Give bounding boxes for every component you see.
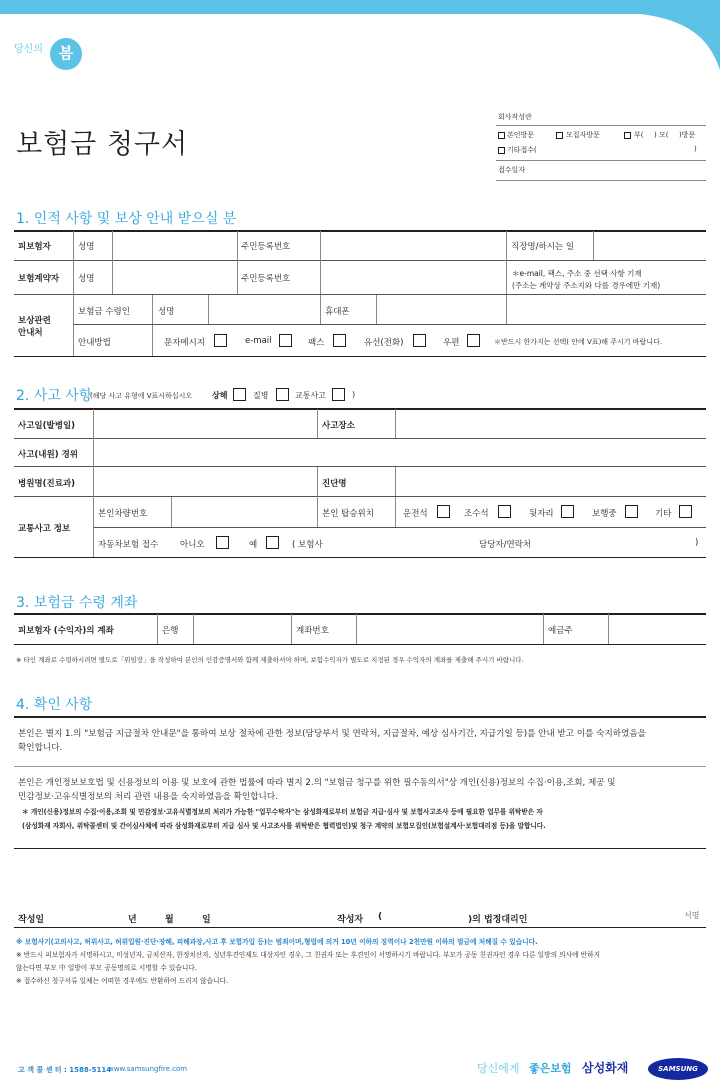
year-label: 년	[128, 915, 137, 925]
section3-title: 3. 보험금 수령 계좌	[16, 595, 138, 611]
return-note: ※ 접수하신 청구서류 일체는 어떠한 경우에도 반환하여 드리지 않습니다.	[16, 977, 229, 985]
day-label: 일	[202, 915, 211, 925]
signature-note-1: ※ 반드시 피보험자가 서명하시고, 미성년자, 금치산자, 한정치산자, 성년후견인제도 대상자인 경우, 그 친권자 또는 후견인이 서명하시기 바랍니다. 부모가 공동 친권자인 경우 다른 일방의 의사에 반하지	[16, 951, 601, 959]
insured-head: 피보험자	[18, 242, 51, 252]
depositor-input[interactable]	[609, 615, 704, 643]
account-holder-label: 피보험자 (수익자)의 계좌	[18, 626, 114, 636]
hospital-input[interactable]	[94, 468, 316, 495]
visit-self-label: 본인방문	[507, 131, 535, 139]
phone-method-label: 유선(전화)	[364, 338, 404, 348]
seat-driver-label: 운전석	[403, 509, 428, 519]
email-checkbox[interactable]	[279, 334, 292, 347]
sms-label: 문자메시지	[164, 338, 206, 348]
logo-prefix: 당신의	[14, 44, 43, 55]
insurance-yes-checkbox[interactable]	[266, 536, 279, 549]
writer-open: (	[378, 912, 383, 922]
writer-label: 작성자	[337, 915, 364, 925]
account-number-label: 계좌번호	[296, 626, 329, 636]
insured-name-input[interactable]	[113, 232, 236, 259]
page-title: 보험금 청구서	[16, 129, 189, 160]
call-center: 고 객 콜 센 터 : 1588-5114	[18, 1066, 112, 1074]
office-header: 회사작성란	[498, 113, 532, 121]
confirm-text-2b: 민감정보·고유식별정보의 처리 관련 내용을 숙지하였음을 확인합니다.	[18, 792, 278, 802]
traffic-info-label: 교통사고 정보	[18, 524, 71, 534]
account-number-input[interactable]	[357, 615, 542, 643]
insurance-no-checkbox[interactable]	[216, 536, 229, 549]
car-number-label: 본인차량번호	[98, 509, 148, 519]
policyholder-name-input[interactable]	[113, 262, 236, 293]
visit-agent-label: 모집자방문	[566, 131, 600, 139]
policyholder-head: 보험계약자	[18, 274, 60, 284]
samsung-logo: SAMSUNG	[648, 1058, 708, 1080]
disease-label: 질병	[253, 391, 269, 400]
seat-rear-label: 뒷자리	[529, 509, 554, 519]
signature-label: 서명	[684, 911, 700, 920]
contact-head-2: 안내처	[18, 328, 43, 338]
section1-title: 1. 인적 사항 및 보상 안내 받으실 분	[16, 211, 237, 227]
other-receipt-label: 기타접수(	[507, 146, 537, 154]
injury-label: 상해	[212, 391, 228, 400]
diagnosis-label: 진단명	[322, 479, 347, 489]
receipt-date-label: 접수일자	[498, 166, 526, 174]
insured-name-label: 성명	[78, 242, 95, 252]
confirm-text-1b: 확인합니다.	[18, 743, 63, 753]
contact-note-1: ＊e-mail, 팩스, 주소 중 선택 사항 기재	[512, 269, 642, 278]
seat-passenger-checkbox[interactable]	[498, 505, 511, 518]
depositor-label: 예금주	[548, 626, 573, 636]
other-receipt-close: )	[694, 145, 697, 153]
insurance-close: )	[695, 538, 699, 548]
method-note: ＊반드시 한가지는 선택( 안에 V표)해 주시기 바랍니다.	[494, 338, 663, 346]
sms-checkbox[interactable]	[214, 334, 227, 347]
slogan-part1: 당신에게	[477, 1062, 520, 1075]
contact-head-1: 보상관련	[18, 316, 51, 326]
diagnosis-input[interactable]	[396, 468, 704, 495]
logo-flower-icon: 봄	[50, 38, 82, 70]
seat-label: 본인 탑승위치	[322, 509, 374, 519]
section2-title: 2. 사고 사항	[16, 388, 93, 404]
bank-input[interactable]	[194, 615, 290, 643]
fax-checkbox[interactable]	[333, 334, 346, 347]
website-link[interactable]: www.samsungfire.com	[108, 1065, 188, 1073]
policyholder-rrn-label: 주민등록번호	[241, 274, 291, 284]
injury-checkbox[interactable]	[233, 388, 246, 401]
traffic-checkbox[interactable]	[332, 388, 345, 401]
other-receipt-checkbox[interactable]	[498, 147, 505, 154]
insured-rrn-label: 주민등록번호	[241, 242, 291, 252]
accident-place-label: 사고장소	[322, 421, 355, 431]
bank-label: 은행	[162, 626, 179, 636]
policyholder-rrn-input[interactable]	[321, 262, 505, 293]
confirm-text-3a: ＊ 개인(신용)정보의 수집·이용,조회 및 민감정보·고유식별정보의 처리가 가능한 "업무수탁자"는 삼성화재로부터 보험금 지급·심사 및 보험사고조사 등에 필요한 업무를 위탁받은 자	[22, 808, 543, 816]
company-name: 삼성화재	[582, 1061, 629, 1075]
insured-job-label: 직장명/하시는 일	[511, 242, 575, 252]
accident-course-input[interactable]	[94, 440, 704, 465]
recipient-name-label: 성명	[158, 307, 175, 317]
traffic-label: 교통사고	[295, 391, 326, 400]
seat-pedestrian-checkbox[interactable]	[625, 505, 638, 518]
accident-type-close: )	[352, 390, 356, 399]
office-use-box	[496, 112, 706, 182]
write-date-label: 작성일	[18, 915, 45, 925]
phone-input[interactable]	[377, 296, 505, 323]
seat-passenger-label: 조수석	[464, 509, 489, 519]
insurance-contact-label: 담당자/연락처	[479, 540, 532, 550]
car-insurance-label: 자동차보험 접수	[98, 540, 159, 550]
visit-mother-label: ) 모(	[654, 131, 669, 139]
policyholder-name-label: 성명	[78, 274, 95, 284]
seat-driver-checkbox[interactable]	[437, 505, 450, 518]
account-note: ※ 타인 계좌로 수령하시려면 별도로「위임장」을 작성하여 본인의 인감증명서와 함께 제출하셔야 하며, 보험수익자가 별도로 지정된 경우 수익자의 계좌를 제출해 주시기 바랍니다.	[16, 656, 524, 664]
disease-checkbox[interactable]	[276, 388, 289, 401]
top-accent-bar	[0, 0, 720, 14]
visit-parent-label: 부(	[634, 131, 644, 139]
visit-self-checkbox[interactable]	[498, 132, 505, 139]
confirm-text-1a: 본인은 별지 1.의 "보험금 지급절차 안내문"을 통하여 보상 절차에 관한 정보(담당부서 및 연락처, 지급절차, 예상 심사기간, 지급기일 등)를 안내 받고 이를 숙지하였음을	[18, 729, 646, 739]
car-number-input[interactable]	[172, 498, 316, 526]
seat-other-checkbox[interactable]	[679, 505, 692, 518]
signature-note-2: 않는다면 부모 中 일방이 부모 공동명의로 서명할 수 있습니다.	[16, 964, 197, 972]
accident-place-input[interactable]	[396, 410, 704, 437]
phone-method-checkbox[interactable]	[413, 334, 426, 347]
recipient-label: 보험금 수령인	[78, 307, 130, 317]
seat-other-label: 기타	[655, 509, 672, 519]
fax-label: 팩스	[308, 338, 325, 348]
method-label: 안내방법	[78, 338, 111, 348]
signature-field[interactable]	[640, 906, 680, 926]
confirm-text-2a: 본인은 개인정보보호법 및 신용정보의 이용 및 보호에 관한 법률에 따라 별지 2.의 "보험금 청구를 위한 필수동의서"상 개인(신용)정보의 수집·이용,조회, 제공 및	[18, 778, 616, 788]
accident-date-label: 사고일(발병일)	[18, 421, 76, 431]
seat-pedestrian-label: 보행중	[592, 509, 617, 519]
fraud-warning: ※ 보험사기(고의사고, 허위사고, 허위입원·진단·장해, 피해과장,사고 후 보험가입 등)는 범죄이며,형법에 의거 10년 이하의 징역이나 2천만원 이하의 벌금에 처해질 수 있습니다.	[16, 938, 538, 946]
insured-job-input[interactable]	[594, 232, 704, 259]
accident-type-hint: (해당 사고 유형에 V표시하십시오	[90, 392, 193, 400]
phone-label: 휴대폰	[325, 307, 350, 317]
corner-wave-decoration	[640, 0, 720, 70]
confirm-text-3b: (삼성화재 자회사, 위탁콜센터 및 간이심사체에 따라 삼성화재로부터 지급 심사 및 사고조사를 위탁받은 협력법인)및 청구 계약의 보험모집인(보험설계사·보험대리점 등)을 말합니다.	[22, 822, 546, 830]
contact-note-2: (주소는 계약상 주소지와 다를 경우에만 기재)	[512, 281, 661, 290]
hospital-label: 병원명(진료과)	[18, 479, 76, 489]
section4-title: 4. 확인 사항	[16, 697, 93, 713]
insurance-no-label: 아니오	[180, 540, 205, 550]
slogan-part2: 좋은보험	[529, 1062, 572, 1075]
mail-label: 우편	[443, 338, 460, 348]
visit-suffix-label: )방문	[679, 131, 696, 139]
writer-name-input[interactable]	[386, 906, 466, 926]
recipient-name-input[interactable]	[209, 296, 319, 323]
visit-agent-checkbox[interactable]	[556, 132, 563, 139]
insured-rrn-input[interactable]	[321, 232, 505, 259]
seat-rear-checkbox[interactable]	[561, 505, 574, 518]
month-label: 월	[165, 915, 174, 925]
insurance-yes-label: 예	[249, 540, 258, 550]
accident-date-input[interactable]	[94, 410, 316, 437]
accident-course-label: 사고(내원) 경위	[18, 450, 78, 460]
mail-checkbox[interactable]	[467, 334, 480, 347]
visit-parent-checkbox[interactable]	[624, 132, 631, 139]
email-label: e-mail	[245, 336, 272, 346]
legal-rep-label: )의 법정대리인	[468, 915, 528, 925]
insurance-company-label: ( 보험사	[292, 540, 323, 550]
